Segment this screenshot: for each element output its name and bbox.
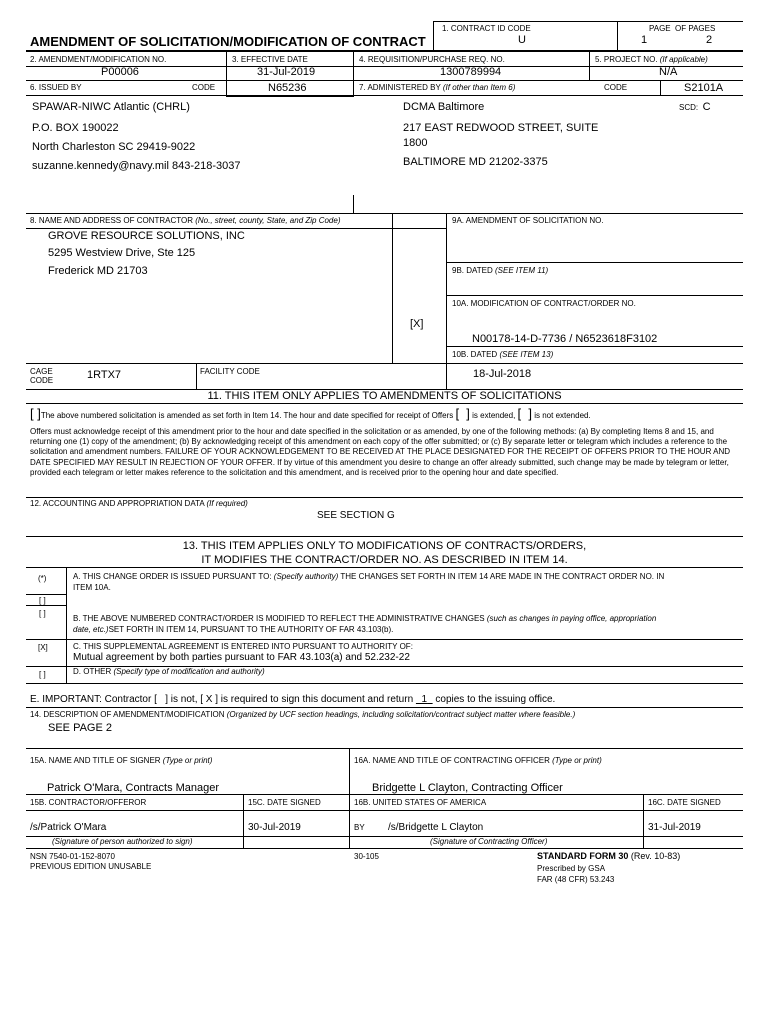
item-e-important: E. IMPORTANT: Contractor [ ] is not, [ X ] is required to sign this document and return 1 copies to the issuing office. [30,694,556,705]
issuer-line-2: P.O. BOX 190022 [32,122,119,134]
admin-line-3: 1800 [403,137,428,149]
amendment-no-label: 2. AMENDMENT/MODIFICATION NO. [30,55,167,64]
administered-code-value: S2101A [684,82,724,94]
nsn: NSN 7540-01-152-8070 [30,852,115,861]
contractor-line-1: GROVE RESOURCE SOLUTIONS, INC [48,230,245,242]
item-13-title-2: IT MODIFIES THE CONTRACT/ORDER NO. AS DESCRIBED IN ITEM 14. [201,554,568,566]
item-11-paragraph: Offers must acknowledge receipt of this amendment prior to the hour and date specified in the solicitation or as amended, by one of the following methods: (a) By completing Items 8 and 15, and returning one (1) copy of the amendment; (b) By acknowledging receipt of this amendment on each copy of the offer submitted; or (c) By separate letter or telegram which includes a reference to the solicitation and amendment numbers. FAILURE OF YOUR ACKNOWLEDGEMENT TO BE RECEIVED AT THE PLACE DESIGNATED FOR THE RECEIPT OF OFFERS PRIOR TO THE HOUR AND DATE SPECIFIED MAY RESULT IN REJECTION OF YOUR OFFER. If by virtue of this amendment you desire to change an offer already submitted, such change may be made by telegram or letter, provided each telegram or letter makes reference to the solicitation and this amendment, and is received prior to the opening hour and date specified. [30,427,731,477]
signer-name: Patrick O'Mara, Contracts Manager [47,782,220,794]
officer-date-label: 16C. DATE SIGNED [648,798,721,807]
cage-label: CAGE CODE [30,367,54,385]
officer-date-signed: 31-Jul-2019 [648,822,701,833]
item-12-label: 12. ACCOUNTING AND APPROPRIATION DATA (If required) [30,499,248,508]
item-13-c-value: Mutual agreement by both parties pursuant to FAR 43.103(a) and 52.232-22 [73,652,410,663]
item-14-label: 14. DESCRIPTION OF AMENDMENT/MODIFICATION (Organized by UCF section headings, including solicitation/contract subject matter where feasible.) [30,710,576,719]
item-10a-value: N00178-14-D-7736 / N6523618F3102 [472,333,658,345]
contracting-officer-name: Bridgette L Clayton, Contracting Officer [372,782,563,794]
signer-label: 15A. NAME AND TITLE OF SIGNER (Type or print) [30,756,213,765]
prescribed-by: Prescribed by GSA [537,864,606,873]
contractor-signature: /s/Patrick O'Mara [30,822,107,833]
project-value: N/A [659,66,678,78]
contractor-date-label: 15C. DATE SIGNED [248,798,321,807]
contractor-signature-caption: (Signature of person authorized to sign) [52,837,193,846]
by-label: BY [354,823,365,832]
item-13-b-text-2: date, etc.)SET FORTH IN ITEM 14, PURSUANT TO THE AUTHORITY OF FAR 43.103(b). [73,625,394,634]
page-number: 1 [641,34,648,46]
form-title: AMENDMENT OF SOLICITATION/MODIFICATION OF CONTRACT [30,34,426,49]
issued-code-label: CODE [192,83,216,92]
item-13-b-text: B. THE ABOVE NUMBERED CONTRACT/ORDER IS MODIFIED TO REFLECT THE ADMINISTRATIVE CHANGES (such as changes in paying office, appropriation [73,614,657,623]
item-13-c-checkbox: [X] [38,643,48,652]
item-10b-label: 10B. DATED (SEE ITEM 13) [452,350,554,359]
item-10a-label: 10A. MODIFICATION OF CONTRACT/ORDER NO. [452,299,636,308]
item-13-title-1: 13. THIS ITEM APPLIES ONLY TO MODIFICATIONS OF CONTRACTS/ORDERS, [182,540,587,552]
item-11-line-1: [ ]The above numbered solicitation is amended as set forth in Item 14. The hour and date specified for receipt of Offers [ ] is extended, [ ] is not extended. [30,406,591,421]
contractor-offeror-label: 15B. CONTRACTOR/OFFEROR [30,798,147,807]
item-11-title: 11. THIS ITEM ONLY APPLIES TO AMENDMENTS OF SOLICITATIONS [207,390,562,402]
total-pages: 2 [706,34,713,46]
administered-label: 7. ADMINISTERED BY (If other than Item 6) [359,83,516,92]
contractor-line-3: Frederick MD 21703 [48,265,148,277]
contract-id-value: U [518,34,526,46]
admin-line-1: DCMA Baltimore [403,101,485,113]
standard-form: STANDARD FORM 30 (Rev. 10-83) [537,851,681,861]
item-13-d-text: D. OTHER (Specify type of modification and authority) [73,667,265,676]
admin-line-2: 217 EAST REDWOOD STREET, SUITE [403,122,599,134]
project-label: 5. PROJECT NO. (If applicable) [595,55,708,64]
item-14-value: SEE PAGE 2 [48,722,112,734]
item-9a-label: 9A. AMENDMENT OF SOLICITATION NO. [452,216,604,225]
contractor-date-signed: 30-Jul-2019 [248,822,301,833]
item-13-c-text: C. THIS SUPPLEMENTAL AGREEMENT IS ENTERED INTO PURSUANT TO AUTHORITY OF: [73,642,413,651]
facility-code-label: FACILITY CODE [200,367,260,376]
far-reference: FAR (48 CFR) 53.243 [537,875,615,884]
issued-by-label: 6. ISSUED BY [30,83,82,92]
previous-edition: PREVIOUS EDITION UNUSABLE [30,862,152,871]
item-10-checkbox: [X] [410,318,424,330]
item-13-star: (*) [38,574,47,583]
requisition-label: 4. REQUISITION/PURCHASE REQ. NO. [359,55,505,64]
officer-signature: /s/Bridgette L Clayton [388,822,484,833]
contractor-line-2: 5295 Westview Drive, Ste 125 [48,247,196,259]
item-10b-value: 18-Jul-2018 [473,368,532,380]
contract-id-label: 1. CONTRACT ID CODE [442,24,531,33]
contractor-label: 8. NAME AND ADDRESS OF CONTRACTOR (No., street, county, State, and Zip Code) [30,216,341,225]
item-9b-label: 9B. DATED (SEE ITEM 11) [452,266,549,275]
issuer-line-1: SPAWAR-NIWC Atlantic (CHRL) [32,101,190,113]
scd: SCD: C [679,101,711,113]
issuer-line-4: suzanne.kennedy@navy.mil 843-218-3037 [32,160,241,172]
contracting-officer-label: 16A. NAME AND TITLE OF CONTRACTING OFFICER (Type or print) [354,756,602,765]
item-13-b-checkbox: [ ] [39,609,46,618]
item-12-value: SEE SECTION G [317,510,395,521]
item-13-d-checkbox: [ ] [39,670,46,679]
amendment-no-value: P00006 [101,66,139,78]
effective-date-label: 3. EFFECTIVE DATE [232,55,308,64]
effective-date-value: 31-Jul-2019 [257,66,316,78]
administered-code-label: CODE [604,83,628,92]
item-13-a-text: A. THIS CHANGE ORDER IS ISSUED PURSUANT TO: (Specify authority) THE CHANGES SET FORTH IN ITEM 14 ARE MADE IN THE CONTRACT ORDER NO. IN [73,572,665,581]
admin-line-4: BALTIMORE MD 21202-3375 [403,156,548,168]
issuer-line-3: North Charleston SC 29419-9022 [32,141,196,153]
usa-label: 16B. UNITED STATES OF AMERICA [354,798,487,807]
officer-signature-caption: (Signature of Contracting Officer) [430,837,548,846]
page-label: PAGE [649,24,671,33]
item-13-a-checkbox: [ ] [39,596,46,605]
item-13-a-text-2: ITEM 10A. [73,583,111,592]
form-number: 30-105 [354,852,379,861]
requisition-value: 1300789994 [440,66,502,78]
of-pages-label: OF PAGES [675,24,716,33]
issued-code-value: N65236 [268,82,307,94]
cage-value: 1RTX7 [87,369,122,381]
